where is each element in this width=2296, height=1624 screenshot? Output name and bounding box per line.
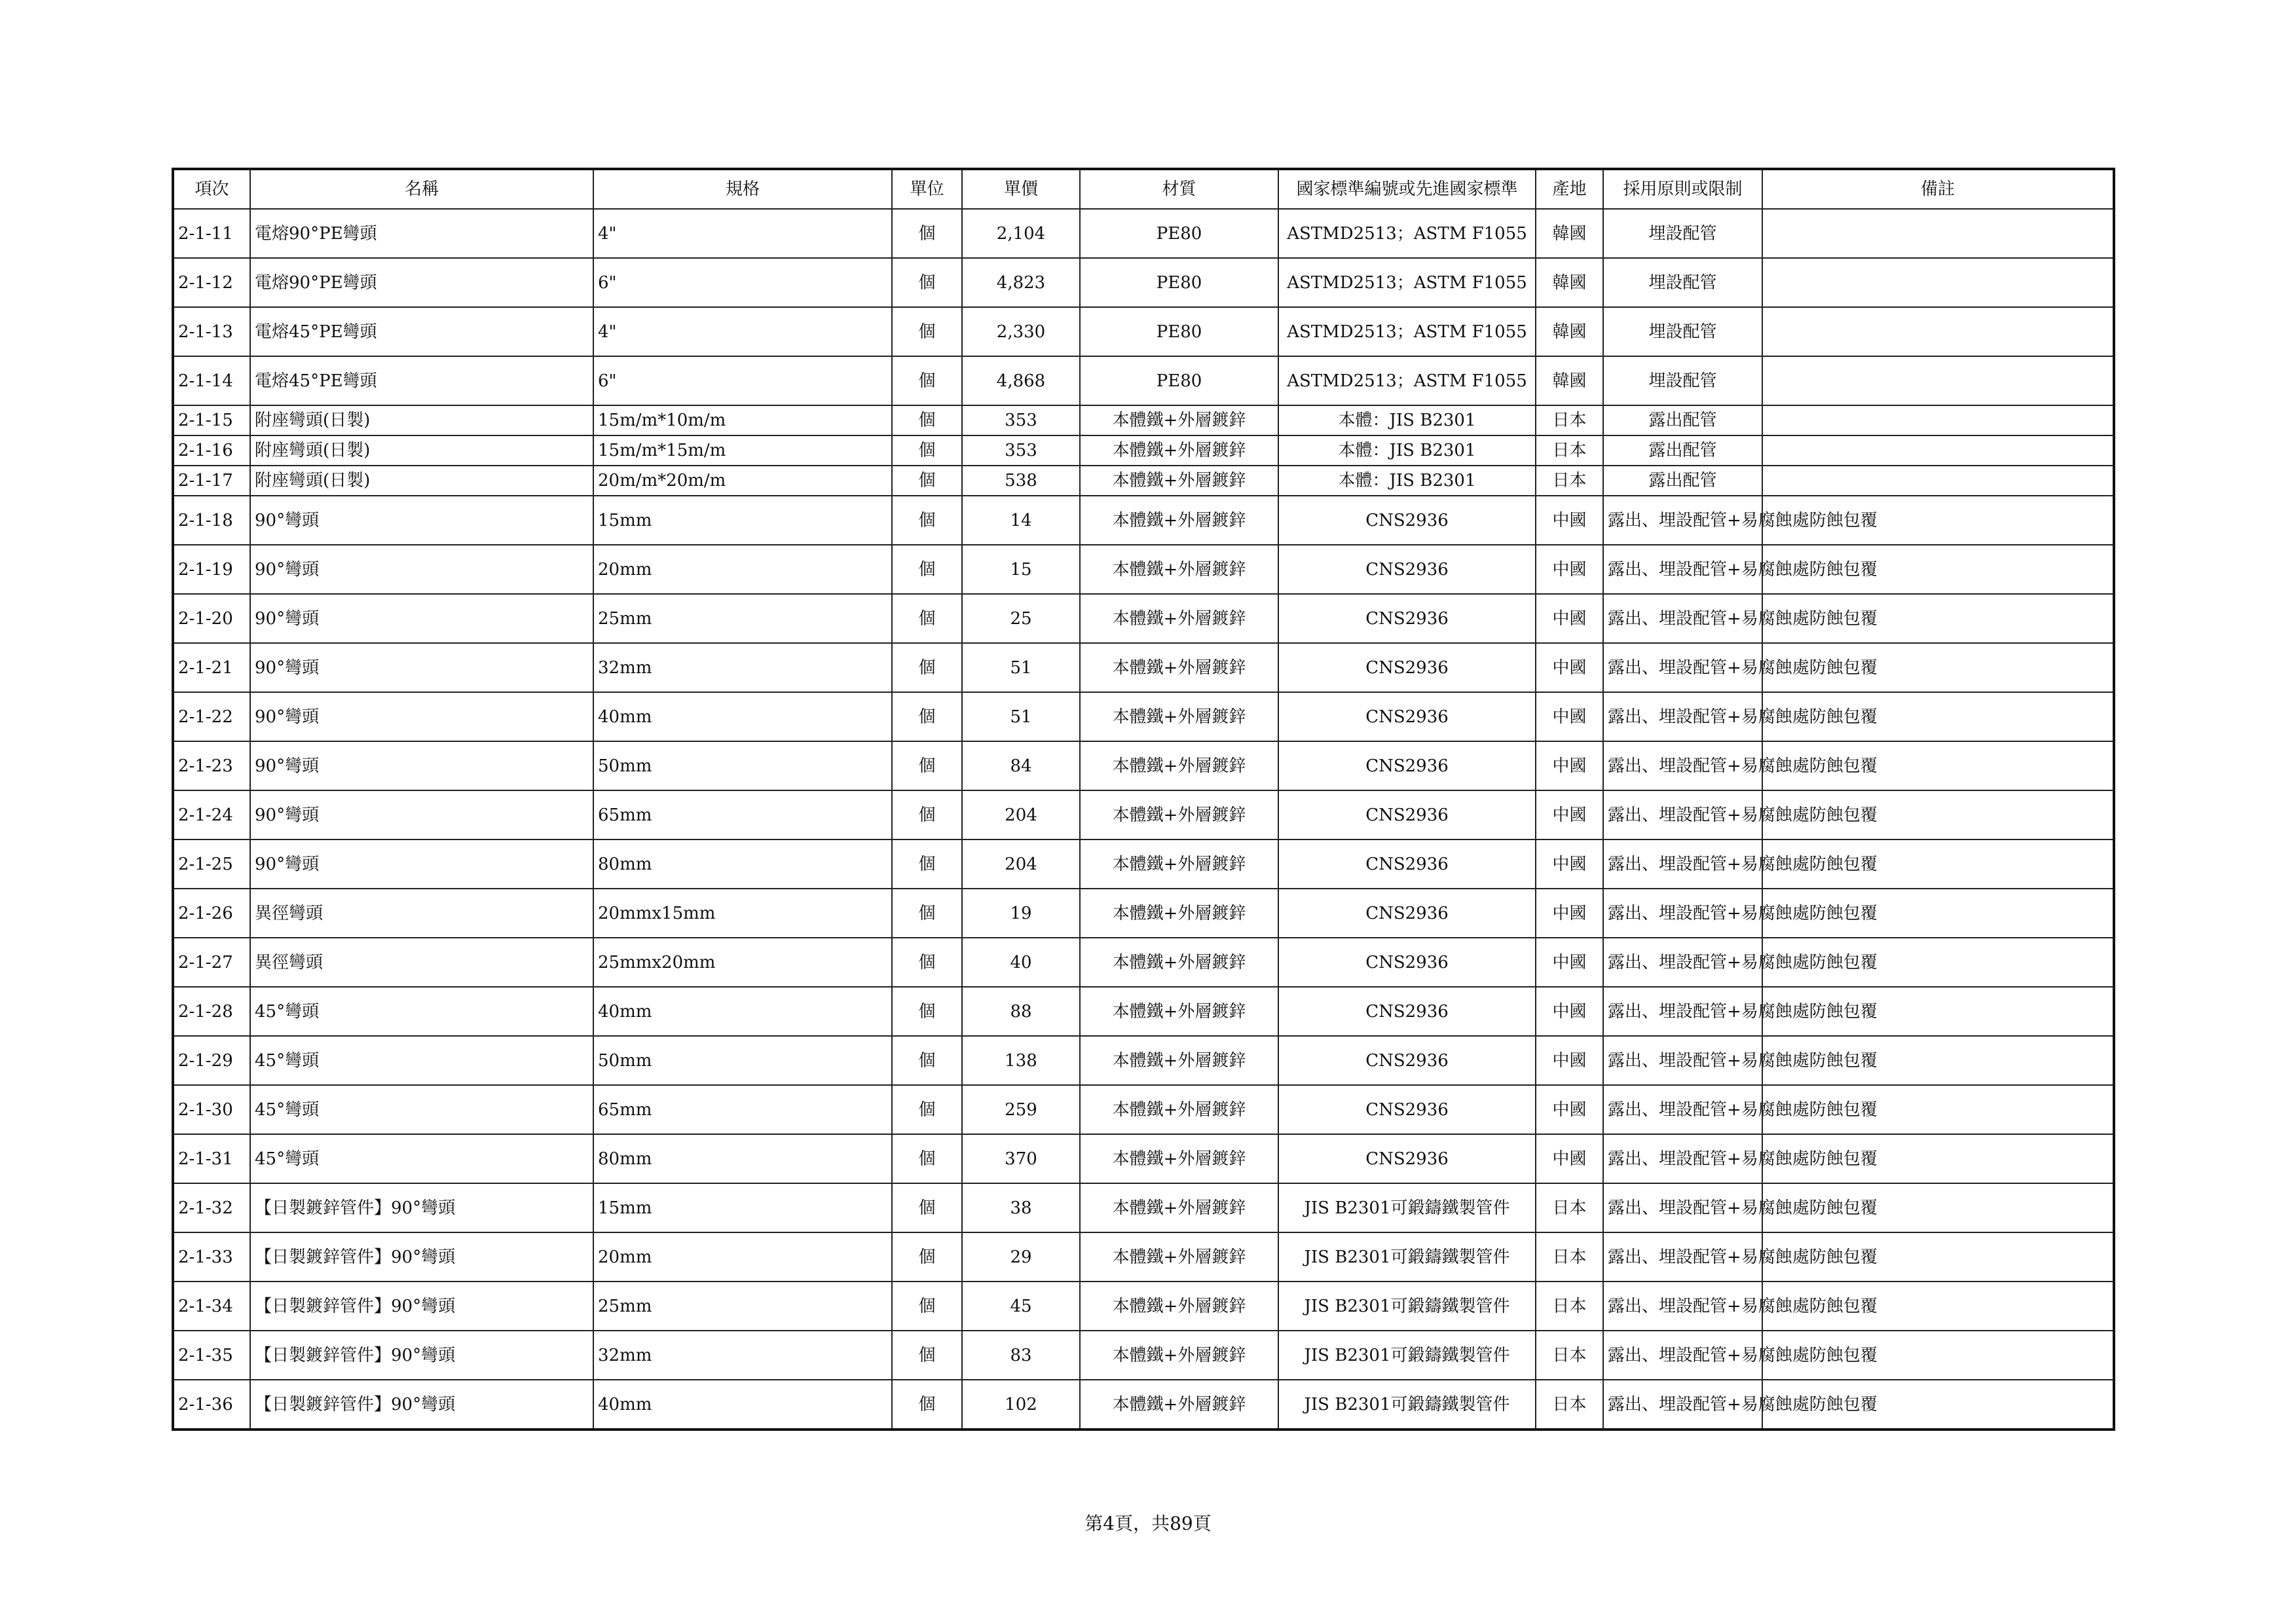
cell-standard: CNS2936 xyxy=(1278,496,1536,545)
cell-spec: 15mm xyxy=(593,1183,892,1232)
cell-name: 【日製鍍鋅管件】90°彎頭 xyxy=(250,1380,593,1430)
cell-origin: 中國 xyxy=(1536,496,1603,545)
cell-spec: 6" xyxy=(593,356,892,405)
cell-unit: 個 xyxy=(892,1282,962,1331)
cell-standard: CNS2936 xyxy=(1278,1085,1536,1134)
cell-origin: 中國 xyxy=(1536,1134,1603,1183)
cell-origin: 日本 xyxy=(1536,1380,1603,1430)
cell-spec: 20mmx15mm xyxy=(593,889,892,938)
table-row xyxy=(173,1085,2114,1134)
table-row xyxy=(173,1036,2114,1085)
cell-name: 附座彎頭(日製) xyxy=(250,435,593,466)
cell-price: 138 xyxy=(962,1036,1080,1085)
table-row xyxy=(173,209,2114,258)
cell-standard: CNS2936 xyxy=(1278,938,1536,987)
cell-name: 90°彎頭 xyxy=(250,643,593,692)
cell-material: 本體鐵+外層鍍鋅 xyxy=(1080,889,1278,938)
cell-standard: CNS2936 xyxy=(1278,1036,1536,1085)
cell-price: 51 xyxy=(962,643,1080,692)
cell-unit: 個 xyxy=(892,938,962,987)
cell-standard: ASTMD2513；ASTM F1055 xyxy=(1278,307,1536,356)
cell-usage: 露出、埋設配管+易腐蝕處防蝕包覆 xyxy=(1603,1036,1762,1085)
cell-name: 【日製鍍鋅管件】90°彎頭 xyxy=(250,1331,593,1380)
cell-name: 附座彎頭(日製) xyxy=(250,466,593,496)
cell-material: 本體鐵+外層鍍鋅 xyxy=(1080,741,1278,790)
cell-origin: 中國 xyxy=(1536,692,1603,741)
cell-price: 19 xyxy=(962,889,1080,938)
cell-spec: 15mm xyxy=(593,496,892,545)
cell-item-no: 2-1-23 xyxy=(173,741,250,790)
cell-name: 90°彎頭 xyxy=(250,496,593,545)
table-row xyxy=(173,1134,2114,1183)
cell-material: PE80 xyxy=(1080,258,1278,307)
cell-origin: 韓國 xyxy=(1536,307,1603,356)
cell-name: 【日製鍍鋅管件】90°彎頭 xyxy=(250,1282,593,1331)
cell-material: 本體鐵+外層鍍鋅 xyxy=(1080,938,1278,987)
cell-note xyxy=(1762,258,2114,307)
cell-item-no: 2-1-30 xyxy=(173,1085,250,1134)
cell-unit: 個 xyxy=(892,1232,962,1282)
table-row xyxy=(173,790,2114,840)
cell-item-no: 2-1-16 xyxy=(173,435,250,466)
cell-unit: 個 xyxy=(892,545,962,594)
cell-standard: CNS2936 xyxy=(1278,643,1536,692)
cell-material: 本體鐵+外層鍍鋅 xyxy=(1080,1232,1278,1282)
cell-usage: 露出配管 xyxy=(1603,466,1762,496)
header-standard: 國家標準編號或先進國家標準 xyxy=(1278,169,1536,209)
cell-origin: 中國 xyxy=(1536,790,1603,840)
cell-price: 102 xyxy=(962,1380,1080,1430)
cell-origin: 中國 xyxy=(1536,741,1603,790)
cell-standard: CNS2936 xyxy=(1278,987,1536,1036)
cell-unit: 個 xyxy=(892,1085,962,1134)
cell-item-no: 2-1-33 xyxy=(173,1232,250,1282)
cell-origin: 中國 xyxy=(1536,594,1603,643)
cell-item-no: 2-1-17 xyxy=(173,466,250,496)
cell-material: 本體鐵+外層鍍鋅 xyxy=(1080,1282,1278,1331)
cell-origin: 韓國 xyxy=(1536,356,1603,405)
table-row xyxy=(173,987,2114,1036)
cell-price: 2,330 xyxy=(962,307,1080,356)
cell-spec: 20mm xyxy=(593,1232,892,1282)
cell-material: 本體鐵+外層鍍鋅 xyxy=(1080,405,1278,435)
cell-note xyxy=(1762,466,2114,496)
cell-material: 本體鐵+外層鍍鋅 xyxy=(1080,1134,1278,1183)
cell-name: 附座彎頭(日製) xyxy=(250,405,593,435)
cell-spec: 65mm xyxy=(593,1085,892,1134)
cell-price: 51 xyxy=(962,692,1080,741)
cell-material: PE80 xyxy=(1080,356,1278,405)
cell-price: 14 xyxy=(962,496,1080,545)
table-row xyxy=(173,643,2114,692)
cell-usage: 露出、埋設配管+易腐蝕處防蝕包覆 xyxy=(1603,1331,1762,1380)
cell-item-no: 2-1-36 xyxy=(173,1380,250,1430)
cell-standard: 本體：JIS B2301 xyxy=(1278,405,1536,435)
cell-item-no: 2-1-15 xyxy=(173,405,250,435)
cell-standard: CNS2936 xyxy=(1278,741,1536,790)
cell-usage: 露出、埋設配管+易腐蝕處防蝕包覆 xyxy=(1603,496,1762,545)
cell-unit: 個 xyxy=(892,790,962,840)
cell-material: 本體鐵+外層鍍鋅 xyxy=(1080,643,1278,692)
cell-material: 本體鐵+外層鍍鋅 xyxy=(1080,1183,1278,1232)
cell-name: 45°彎頭 xyxy=(250,1036,593,1085)
table-row xyxy=(173,545,2114,594)
cell-item-no: 2-1-29 xyxy=(173,1036,250,1085)
cell-name: 45°彎頭 xyxy=(250,1134,593,1183)
cell-price: 4,823 xyxy=(962,258,1080,307)
price-table xyxy=(172,168,2115,1431)
cell-spec: 50mm xyxy=(593,1036,892,1085)
cell-standard: ASTMD2513；ASTM F1055 xyxy=(1278,356,1536,405)
cell-usage: 露出、埋設配管+易腐蝕處防蝕包覆 xyxy=(1603,840,1762,889)
cell-standard: ASTMD2513；ASTM F1055 xyxy=(1278,209,1536,258)
cell-spec: 32mm xyxy=(593,1331,892,1380)
cell-usage: 露出、埋設配管+易腐蝕處防蝕包覆 xyxy=(1603,987,1762,1036)
cell-spec: 65mm xyxy=(593,790,892,840)
cell-item-no: 2-1-19 xyxy=(173,545,250,594)
cell-unit: 個 xyxy=(892,1134,962,1183)
cell-price: 2,104 xyxy=(962,209,1080,258)
cell-spec: 15m/m*15m/m xyxy=(593,435,892,466)
cell-material: 本體鐵+外層鍍鋅 xyxy=(1080,1085,1278,1134)
cell-name: 異徑彎頭 xyxy=(250,938,593,987)
table-row xyxy=(173,405,2114,435)
cell-origin: 日本 xyxy=(1536,1331,1603,1380)
cell-item-no: 2-1-20 xyxy=(173,594,250,643)
cell-material: 本體鐵+外層鍍鋅 xyxy=(1080,692,1278,741)
cell-name: 45°彎頭 xyxy=(250,1085,593,1134)
cell-unit: 個 xyxy=(892,435,962,466)
cell-price: 4,868 xyxy=(962,356,1080,405)
cell-usage: 埋設配管 xyxy=(1603,356,1762,405)
cell-origin: 中國 xyxy=(1536,545,1603,594)
header-item-no: 項次 xyxy=(173,169,250,209)
cell-standard: JIS B2301可鍛鑄鐵製管件 xyxy=(1278,1183,1536,1232)
cell-material: 本體鐵+外層鍍鋅 xyxy=(1080,1331,1278,1380)
table-row xyxy=(173,692,2114,741)
cell-origin: 中國 xyxy=(1536,1085,1603,1134)
table-header-row xyxy=(173,169,2114,209)
cell-price: 88 xyxy=(962,987,1080,1036)
cell-material: 本體鐵+外層鍍鋅 xyxy=(1080,545,1278,594)
cell-spec: 15m/m*10m/m xyxy=(593,405,892,435)
cell-unit: 個 xyxy=(892,889,962,938)
cell-name: 90°彎頭 xyxy=(250,741,593,790)
cell-material: 本體鐵+外層鍍鋅 xyxy=(1080,1380,1278,1430)
cell-spec: 4" xyxy=(593,209,892,258)
cell-item-no: 2-1-14 xyxy=(173,356,250,405)
cell-note xyxy=(1762,435,2114,466)
cell-unit: 個 xyxy=(892,1036,962,1085)
table-row xyxy=(173,889,2114,938)
cell-price: 353 xyxy=(962,405,1080,435)
cell-material: 本體鐵+外層鍍鋅 xyxy=(1080,1036,1278,1085)
cell-origin: 中國 xyxy=(1536,840,1603,889)
cell-price: 538 xyxy=(962,466,1080,496)
cell-unit: 個 xyxy=(892,496,962,545)
cell-unit: 個 xyxy=(892,307,962,356)
cell-name: 異徑彎頭 xyxy=(250,889,593,938)
cell-name: 90°彎頭 xyxy=(250,545,593,594)
cell-usage: 露出、埋設配管+易腐蝕處防蝕包覆 xyxy=(1603,1282,1762,1331)
cell-standard: CNS2936 xyxy=(1278,594,1536,643)
cell-price: 45 xyxy=(962,1282,1080,1331)
cell-name: 【日製鍍鋅管件】90°彎頭 xyxy=(250,1183,593,1232)
cell-item-no: 2-1-28 xyxy=(173,987,250,1036)
cell-standard: 本體：JIS B2301 xyxy=(1278,466,1536,496)
cell-item-no: 2-1-18 xyxy=(173,496,250,545)
table-row xyxy=(173,466,2114,496)
cell-unit: 個 xyxy=(892,594,962,643)
cell-origin: 韓國 xyxy=(1536,258,1603,307)
cell-item-no: 2-1-21 xyxy=(173,643,250,692)
cell-usage: 露出、埋設配管+易腐蝕處防蝕包覆 xyxy=(1603,790,1762,840)
cell-usage: 露出、埋設配管+易腐蝕處防蝕包覆 xyxy=(1603,1380,1762,1430)
cell-name: 90°彎頭 xyxy=(250,790,593,840)
cell-price: 40 xyxy=(962,938,1080,987)
cell-usage: 露出、埋設配管+易腐蝕處防蝕包覆 xyxy=(1603,594,1762,643)
cell-name: 90°彎頭 xyxy=(250,840,593,889)
cell-name: 90°彎頭 xyxy=(250,594,593,643)
cell-price: 25 xyxy=(962,594,1080,643)
cell-spec: 25mm xyxy=(593,1282,892,1331)
table-row xyxy=(173,741,2114,790)
table-row xyxy=(173,258,2114,307)
cell-price: 84 xyxy=(962,741,1080,790)
cell-name: 電熔90°PE彎頭 xyxy=(250,258,593,307)
cell-standard: CNS2936 xyxy=(1278,692,1536,741)
cell-material: PE80 xyxy=(1080,307,1278,356)
cell-origin: 韓國 xyxy=(1536,209,1603,258)
cell-usage: 露出、埋設配管+易腐蝕處防蝕包覆 xyxy=(1603,1134,1762,1183)
cell-item-no: 2-1-31 xyxy=(173,1134,250,1183)
cell-unit: 個 xyxy=(892,258,962,307)
cell-usage: 露出、埋設配管+易腐蝕處防蝕包覆 xyxy=(1603,1232,1762,1282)
header-usage: 採用原則或限制 xyxy=(1603,169,1762,209)
cell-price: 15 xyxy=(962,545,1080,594)
cell-usage: 露出配管 xyxy=(1603,435,1762,466)
table-row xyxy=(173,594,2114,643)
cell-item-no: 2-1-12 xyxy=(173,258,250,307)
cell-price: 353 xyxy=(962,435,1080,466)
cell-origin: 中國 xyxy=(1536,1036,1603,1085)
cell-name: 電熔45°PE彎頭 xyxy=(250,356,593,405)
cell-spec: 40mm xyxy=(593,987,892,1036)
table-row xyxy=(173,1380,2114,1430)
cell-material: 本體鐵+外層鍍鋅 xyxy=(1080,840,1278,889)
cell-note xyxy=(1762,405,2114,435)
cell-standard: JIS B2301可鍛鑄鐵製管件 xyxy=(1278,1380,1536,1430)
cell-item-no: 2-1-24 xyxy=(173,790,250,840)
cell-standard: 本體：JIS B2301 xyxy=(1278,435,1536,466)
cell-item-no: 2-1-11 xyxy=(173,209,250,258)
cell-usage: 露出、埋設配管+易腐蝕處防蝕包覆 xyxy=(1603,1085,1762,1134)
cell-standard: CNS2936 xyxy=(1278,1134,1536,1183)
cell-spec: 20m/m*20m/m xyxy=(593,466,892,496)
cell-price: 259 xyxy=(962,1085,1080,1134)
table-row xyxy=(173,1331,2114,1380)
cell-origin: 中國 xyxy=(1536,987,1603,1036)
table-row xyxy=(173,496,2114,545)
cell-standard: CNS2936 xyxy=(1278,790,1536,840)
cell-price: 38 xyxy=(962,1183,1080,1232)
cell-usage: 露出、埋設配管+易腐蝕處防蝕包覆 xyxy=(1603,741,1762,790)
cell-item-no: 2-1-13 xyxy=(173,307,250,356)
cell-unit: 個 xyxy=(892,692,962,741)
cell-usage: 埋設配管 xyxy=(1603,258,1762,307)
table-row xyxy=(173,938,2114,987)
cell-usage: 露出、埋設配管+易腐蝕處防蝕包覆 xyxy=(1603,889,1762,938)
cell-spec: 40mm xyxy=(593,692,892,741)
cell-material: 本體鐵+外層鍍鋅 xyxy=(1080,790,1278,840)
cell-note xyxy=(1762,209,2114,258)
cell-usage: 露出、埋設配管+易腐蝕處防蝕包覆 xyxy=(1603,545,1762,594)
cell-unit: 個 xyxy=(892,356,962,405)
cell-unit: 個 xyxy=(892,1380,962,1430)
cell-spec: 6" xyxy=(593,258,892,307)
cell-origin: 中國 xyxy=(1536,938,1603,987)
cell-origin: 日本 xyxy=(1536,405,1603,435)
cell-name: 電熔45°PE彎頭 xyxy=(250,307,593,356)
cell-price: 204 xyxy=(962,840,1080,889)
cell-item-no: 2-1-32 xyxy=(173,1183,250,1232)
cell-spec: 80mm xyxy=(593,840,892,889)
cell-standard: CNS2936 xyxy=(1278,889,1536,938)
cell-spec: 25mm xyxy=(593,594,892,643)
cell-standard: JIS B2301可鍛鑄鐵製管件 xyxy=(1278,1282,1536,1331)
cell-unit: 個 xyxy=(892,840,962,889)
cell-origin: 日本 xyxy=(1536,435,1603,466)
cell-material: 本體鐵+外層鍍鋅 xyxy=(1080,435,1278,466)
cell-material: 本體鐵+外層鍍鋅 xyxy=(1080,594,1278,643)
cell-price: 83 xyxy=(962,1331,1080,1380)
cell-standard: JIS B2301可鍛鑄鐵製管件 xyxy=(1278,1232,1536,1282)
cell-material: 本體鐵+外層鍍鋅 xyxy=(1080,466,1278,496)
cell-standard: CNS2936 xyxy=(1278,840,1536,889)
cell-origin: 中國 xyxy=(1536,889,1603,938)
cell-price: 204 xyxy=(962,790,1080,840)
cell-spec: 32mm xyxy=(593,643,892,692)
cell-unit: 個 xyxy=(892,1183,962,1232)
cell-usage: 露出、埋設配管+易腐蝕處防蝕包覆 xyxy=(1603,1183,1762,1232)
cell-usage: 露出、埋設配管+易腐蝕處防蝕包覆 xyxy=(1603,938,1762,987)
cell-spec: 80mm xyxy=(593,1134,892,1183)
header-name: 名稱 xyxy=(250,169,593,209)
cell-note xyxy=(1762,356,2114,405)
cell-item-no: 2-1-25 xyxy=(173,840,250,889)
cell-usage: 埋設配管 xyxy=(1603,307,1762,356)
cell-spec: 20mm xyxy=(593,545,892,594)
cell-origin: 日本 xyxy=(1536,466,1603,496)
cell-note xyxy=(1762,307,2114,356)
cell-material: PE80 xyxy=(1080,209,1278,258)
header-note: 備註 xyxy=(1762,169,2114,209)
cell-material: 本體鐵+外層鍍鋅 xyxy=(1080,496,1278,545)
cell-spec: 4" xyxy=(593,307,892,356)
cell-unit: 個 xyxy=(892,209,962,258)
table-body xyxy=(173,209,2114,1430)
cell-name: 90°彎頭 xyxy=(250,692,593,741)
cell-item-no: 2-1-22 xyxy=(173,692,250,741)
header-spec: 規格 xyxy=(593,169,892,209)
header-origin: 產地 xyxy=(1536,169,1603,209)
cell-standard: JIS B2301可鍛鑄鐵製管件 xyxy=(1278,1331,1536,1380)
cell-usage: 露出配管 xyxy=(1603,405,1762,435)
cell-spec: 40mm xyxy=(593,1380,892,1430)
cell-item-no: 2-1-35 xyxy=(173,1331,250,1380)
cell-price: 370 xyxy=(962,1134,1080,1183)
cell-origin: 日本 xyxy=(1536,1282,1603,1331)
cell-origin: 日本 xyxy=(1536,1183,1603,1232)
cell-standard: ASTMD2513；ASTM F1055 xyxy=(1278,258,1536,307)
cell-origin: 中國 xyxy=(1536,643,1603,692)
header-unit: 單位 xyxy=(892,169,962,209)
cell-usage: 埋設配管 xyxy=(1603,209,1762,258)
cell-unit: 個 xyxy=(892,1331,962,1380)
cell-unit: 個 xyxy=(892,741,962,790)
cell-spec: 50mm xyxy=(593,741,892,790)
cell-origin: 日本 xyxy=(1536,1232,1603,1282)
cell-unit: 個 xyxy=(892,405,962,435)
cell-usage: 露出、埋設配管+易腐蝕處防蝕包覆 xyxy=(1603,692,1762,741)
cell-spec: 25mmx20mm xyxy=(593,938,892,987)
cell-price: 29 xyxy=(962,1232,1080,1282)
table-row xyxy=(173,1282,2114,1331)
cell-standard: CNS2936 xyxy=(1278,545,1536,594)
table-row xyxy=(173,307,2114,356)
cell-item-no: 2-1-34 xyxy=(173,1282,250,1331)
cell-name: 【日製鍍鋅管件】90°彎頭 xyxy=(250,1232,593,1282)
cell-unit: 個 xyxy=(892,987,962,1036)
header-price: 單價 xyxy=(962,169,1080,209)
cell-name: 45°彎頭 xyxy=(250,987,593,1036)
table-row xyxy=(173,1183,2114,1232)
cell-item-no: 2-1-27 xyxy=(173,938,250,987)
page-number: 第4頁，共89頁 xyxy=(1084,1513,1212,1534)
cell-unit: 個 xyxy=(892,466,962,496)
table-row xyxy=(173,356,2114,405)
cell-usage: 露出、埋設配管+易腐蝕處防蝕包覆 xyxy=(1603,643,1762,692)
header-material: 材質 xyxy=(1080,169,1278,209)
cell-unit: 個 xyxy=(892,643,962,692)
cell-item-no: 2-1-26 xyxy=(173,889,250,938)
table-row xyxy=(173,840,2114,889)
table-row xyxy=(173,1232,2114,1282)
cell-material: 本體鐵+外層鍍鋅 xyxy=(1080,987,1278,1036)
cell-name: 電熔90°PE彎頭 xyxy=(250,209,593,258)
table-row xyxy=(173,435,2114,466)
